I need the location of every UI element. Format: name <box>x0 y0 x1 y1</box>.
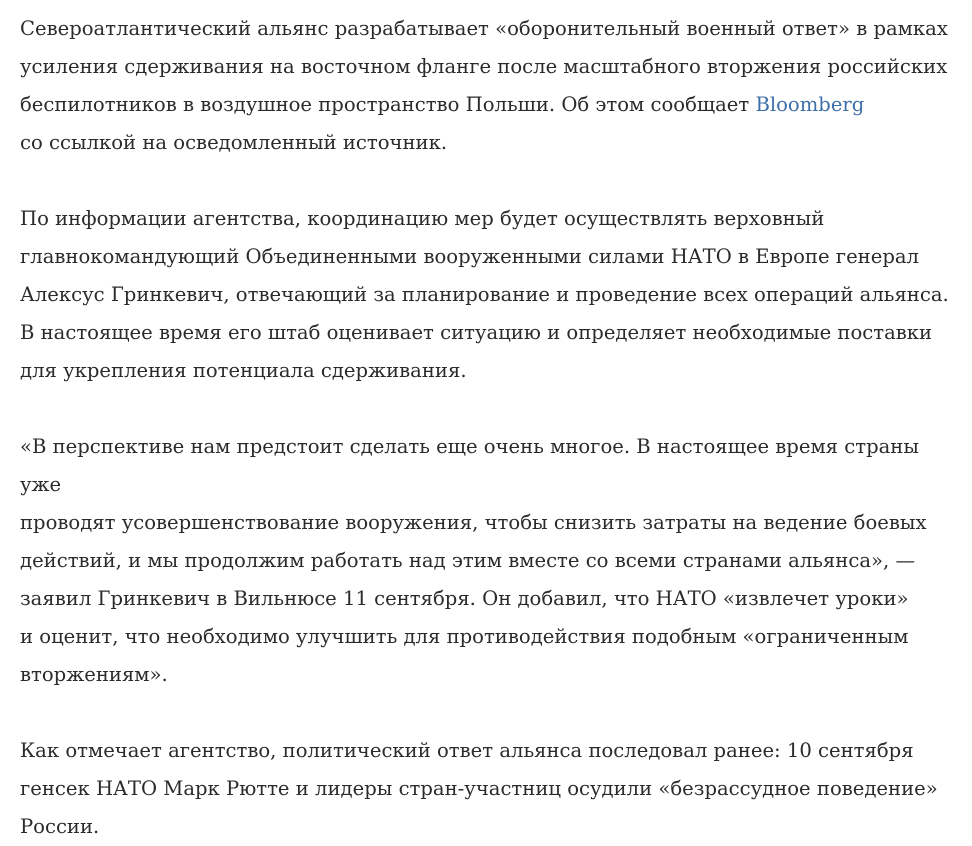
paragraph-1-text-before-link: Североатлантический альянс разрабатывает «оборонительный военный ответ» в рамках усиления сдерживания на восточном фланге после масштабного вторжения российских беспилотников в воздушное пространство Польши. Об этом сообщает <box>20 17 948 116</box>
article-body <box>20 10 960 846</box>
paragraph-1-text-after-link: со ссылкой на осведомленный источник. <box>20 131 448 154</box>
bloomberg-link[interactable]: Bloomberg <box>755 93 865 116</box>
paragraph-1 <box>20 10 960 162</box>
paragraph-3: «В перспективе нам предстоит сделать еще очень многое. В настоящее время страны уже проводят усовершенствование вооружения, чтобы снизить затраты на ведение боевых действий, и мы продолжим работать над этим вместе со всеми странами альянса», — заявил Гринкевич в Вильнюсе 11 сентября. Он добавил, что НАТО «извлечет уроки» и оценит, что необходимо улучшить для противодействия подобным «ограниченным вторжениям». <box>20 435 927 686</box>
paragraph-2: По информации агентства, координацию мер будет осуществлять верховный главнокомандующий Объединенными вооруженными силами НАТО в Европе генерал Алексус Гринкевич, отвечающий за планирование и проведение всех операций альянса. В настоящее время его штаб оценивает ситуацию и определяет необходимые поставки для укрепления потенциала сдерживания. <box>20 207 949 382</box>
paragraph-4: Как отмечает агентство, политический ответ альянса последовал ранее: 10 сентября генсек НАТО Марк Рютте и лидеры стран-участниц осудили «безрассудное поведение» России. <box>20 739 938 838</box>
